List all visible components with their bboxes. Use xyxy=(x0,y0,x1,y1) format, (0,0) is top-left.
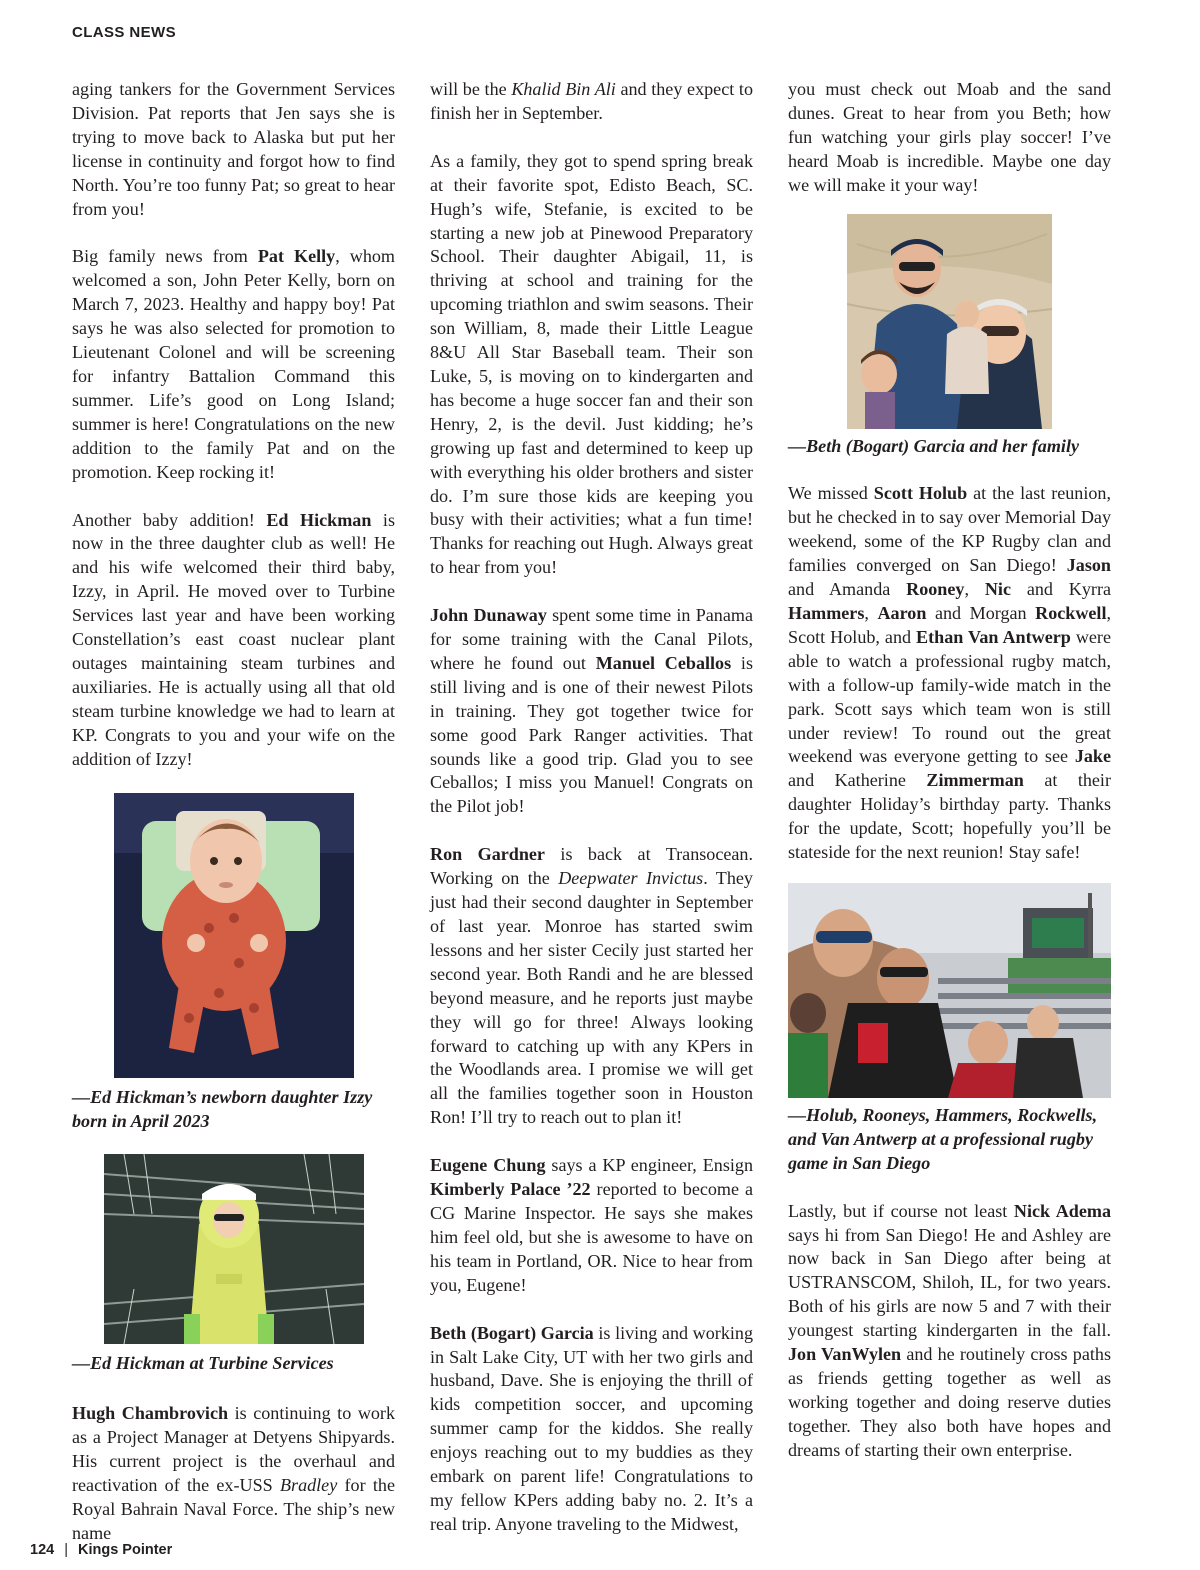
article-paragraph: will be the Khalid Bin Ali and they expect to finish her in September. xyxy=(430,79,753,123)
footer-separator: | xyxy=(64,1542,68,1558)
photo-caption: —Beth (Bogart) Garcia and her family xyxy=(788,435,1080,456)
page-number: 124 xyxy=(30,1542,55,1558)
column-3 xyxy=(788,78,1111,1487)
article-paragraph: Big family news from Pat Kelly, whom welcomed a son, John Peter Kelly, born on March 7, 2023. Healthy and happy boy! Pat says he was also selected for promotion to Lieutenant Colonel and will be screening for infantry Battalion Command this summer. Life’s good on Long Island; summer is here! Congratulations on the new addition to the family Pat and on the promotion. Keep rocking it! xyxy=(72,246,396,482)
article-paragraph: We missed Scott Holub at the last reunion, but he checked in to say over Memorial Day weekend, some of the KP Rugby clan and families converged on San Diego! Jason and Amanda Rooney, Nic and Kyrra Hammers, Aaron and Morgan Rockwell, Scott Holub, and Ethan Van Antwerp were able to watch a professional rugby match, with a follow-up family-wide match in the park. Scott says which team won is still under review! To round out the great weekend was everyone getting to see Jake and Katherine Zimmerman at their daughter Holiday’s birthday party. Thanks for the update, Scott; hopefully you’ll be stateside for the next reunion! Stay safe! xyxy=(788,483,1112,863)
person-name: Pat Kelly xyxy=(257,246,336,267)
person-name: Nic xyxy=(984,579,1011,600)
photo-izzy xyxy=(114,793,354,1078)
photo-caption: —Ed Hickman at Turbine Services xyxy=(72,1353,334,1374)
person-name: Jon VanWylen xyxy=(788,1344,902,1365)
article-paragraph: Lastly, but if course not least Nick Adema says hi from San Diego! He and Ashley are now back in San Diego after being at USTRANSCOM, Shiloh, IL, for two years. Both of his girls are now 5 and 7 with their youngest starting kindergarten in the fall. Jon VanWylen and he routinely cross paths as friends getting together as well as working together and doing reserve duties together. They also both have hopes and dreams of starting their own enterprise. xyxy=(788,1200,1112,1460)
article-paragraph: Beth (Bogart) Garcia is living and working in Salt Lake City, UT with her two girls and husband, Dave. She is enjoying the thrill of kids competition soccer, and upcoming summer camp for the kiddos. She really enjoys reaching out to my buddies as they embark on parent life! Congratulations to my fellow KPers adding baby no. 2. It’s a real trip. Anyone traveling to the Midwest, xyxy=(430,1322,753,1534)
ship-name: Bradley xyxy=(279,1474,338,1495)
person-name: Hammers xyxy=(788,602,865,623)
article-paragraph: As a family, they got to spend spring break at their favorite spot, Edisto Beach, SC. Hugh’s wife, Stefanie, is excited to be starting a new job at Pinewood Preparatory School. Their daughter Abigail, 11, is thriving at school and training for the upcoming triathlon and swim seasons. Their son William, 8, made their Little League 8&U All Star Baseball team. Their son Luke, 5, is moving on to kindergarten and has become a huge soccer fan and their son Henry, 2, is the devil. Just kidding; he’s growing up fast and determined to keep up with everything his older brothers and sister do. I’m sure those kids are keeping you busy with their activities; what a fun time! Thanks for reaching out Hugh. Always great to hear from you! xyxy=(430,150,753,578)
article-paragraph: John Dunaway spent some time in Panama for some training with the Canal Pilots, where he found out Manuel Ceballos is still living and is one of their newest Pilots in training. They got together twice for some good Park Ranger activities. That sounds like a good trip. Glad you to see Ceballos; I miss you Manuel! Congrats on the Pilot job! xyxy=(430,605,753,817)
article-paragraph: aging tankers for the Government Services Division. Pat reports that Jen says she is trying to move back to Alaska but put her license in continuity and forgot how to find North. You’re too funny Pat; so great to hear from you! xyxy=(72,79,395,219)
turbine-photo-illustration xyxy=(104,1154,364,1344)
family-photo-illustration xyxy=(847,214,1052,429)
column-2 xyxy=(430,78,753,1561)
page-footer xyxy=(30,1542,172,1558)
person-name: Zimmerman xyxy=(926,770,1024,791)
person-name: Eugene Chung xyxy=(430,1155,546,1176)
article-paragraph: Eugene Chung says a KP engineer, Ensign Kimberly Palace ’22 reported to become a CG Marine Inspector. He says she makes him feel old, but she is awesome to have on his team in Portland, OR. Nice to hear from you, Eugene! xyxy=(430,1155,753,1295)
person-name: Beth (Bogart) Garcia xyxy=(430,1322,594,1343)
article-paragraph: Another baby addition! Ed Hickman is now in the three daughter club as well! He and his wife welcomed their third baby, Izzy, in April. He moved over to Turbine Services last year and have been working Constellation’s east coast nuclear plant outages maintaining steam turbines and auxiliaries. He is actually using all that old steam turbine knowledge we had to learn at KP. Congrats to you and your wife on the addition of Izzy! xyxy=(72,509,395,769)
column-1 xyxy=(72,78,395,1570)
magazine-name: Kings Pointer xyxy=(77,1542,173,1558)
person-name: Hugh Chambrovich xyxy=(72,1403,229,1424)
person-name: Ron Gardner xyxy=(430,844,545,865)
photo-rugby-game xyxy=(788,883,1111,1098)
section-header: CLASS NEWS xyxy=(72,24,177,41)
person-name: Rooney xyxy=(906,579,965,600)
person-name: Rockwell xyxy=(1035,602,1107,623)
person-name: Jake xyxy=(1074,746,1111,767)
ship-name: Khalid Bin Ali xyxy=(511,79,616,99)
article-paragraph: you must check out Moab and the sand dunes. Great to hear from you Beth; how fun watching your girls play soccer! I’ve heard Moab is incredible. Maybe one day we will make it your way! xyxy=(788,79,1111,195)
ship-name: Deepwater Invictus xyxy=(558,868,704,889)
person-name: Aaron xyxy=(877,602,927,623)
stadium-photo-illustration xyxy=(788,883,1111,1098)
article-paragraph: Ron Gardner is back at Transocean. Working on the Deepwater Invictus. They just had their second daughter in September of last year. Monroe has started swim lessons and her sister Cecily just started her second year. Both Randi and he are blessed beyond measure, and he reports just maybe they will go for three! Always looking forward to catching up with any KPers in the Woodlands area. I promise we will get all the families together soon in Houston Ron! I’ll try to reach out to plan it! xyxy=(430,844,753,1128)
photo-caption: —Holub, Rooneys, Hammers, Rockwells, and Van Antwerp at a professional rugby game in San Diego xyxy=(788,1104,1098,1173)
photo-caption: —Ed Hickman’s newborn daughter Izzy born in April 2023 xyxy=(72,1087,373,1132)
person-name: Nick Adema xyxy=(1013,1200,1112,1221)
person-name: Jason xyxy=(1066,555,1111,576)
person-name: Ed Hickman xyxy=(266,509,372,530)
person-name: Manuel Ceballos xyxy=(595,652,732,673)
article-paragraph: Hugh Chambrovich is continuing to work as a Project Manager at Detyens Shipyards. His current project is the overhaul and reactivation of the ex-USS Bradley for the Royal Bahrain Naval Force. The ship’s new name xyxy=(72,1403,395,1543)
person-name: John Dunaway xyxy=(430,605,547,626)
photo-turbine xyxy=(104,1154,364,1344)
person-name: Scott Holub xyxy=(873,483,968,504)
person-name: Ethan Van Antwerp xyxy=(916,626,1071,647)
baby-photo-illustration xyxy=(114,793,354,1078)
person-name: Kimberly Palace ’22 xyxy=(430,1179,591,1200)
photo-garcia-family xyxy=(847,214,1052,429)
